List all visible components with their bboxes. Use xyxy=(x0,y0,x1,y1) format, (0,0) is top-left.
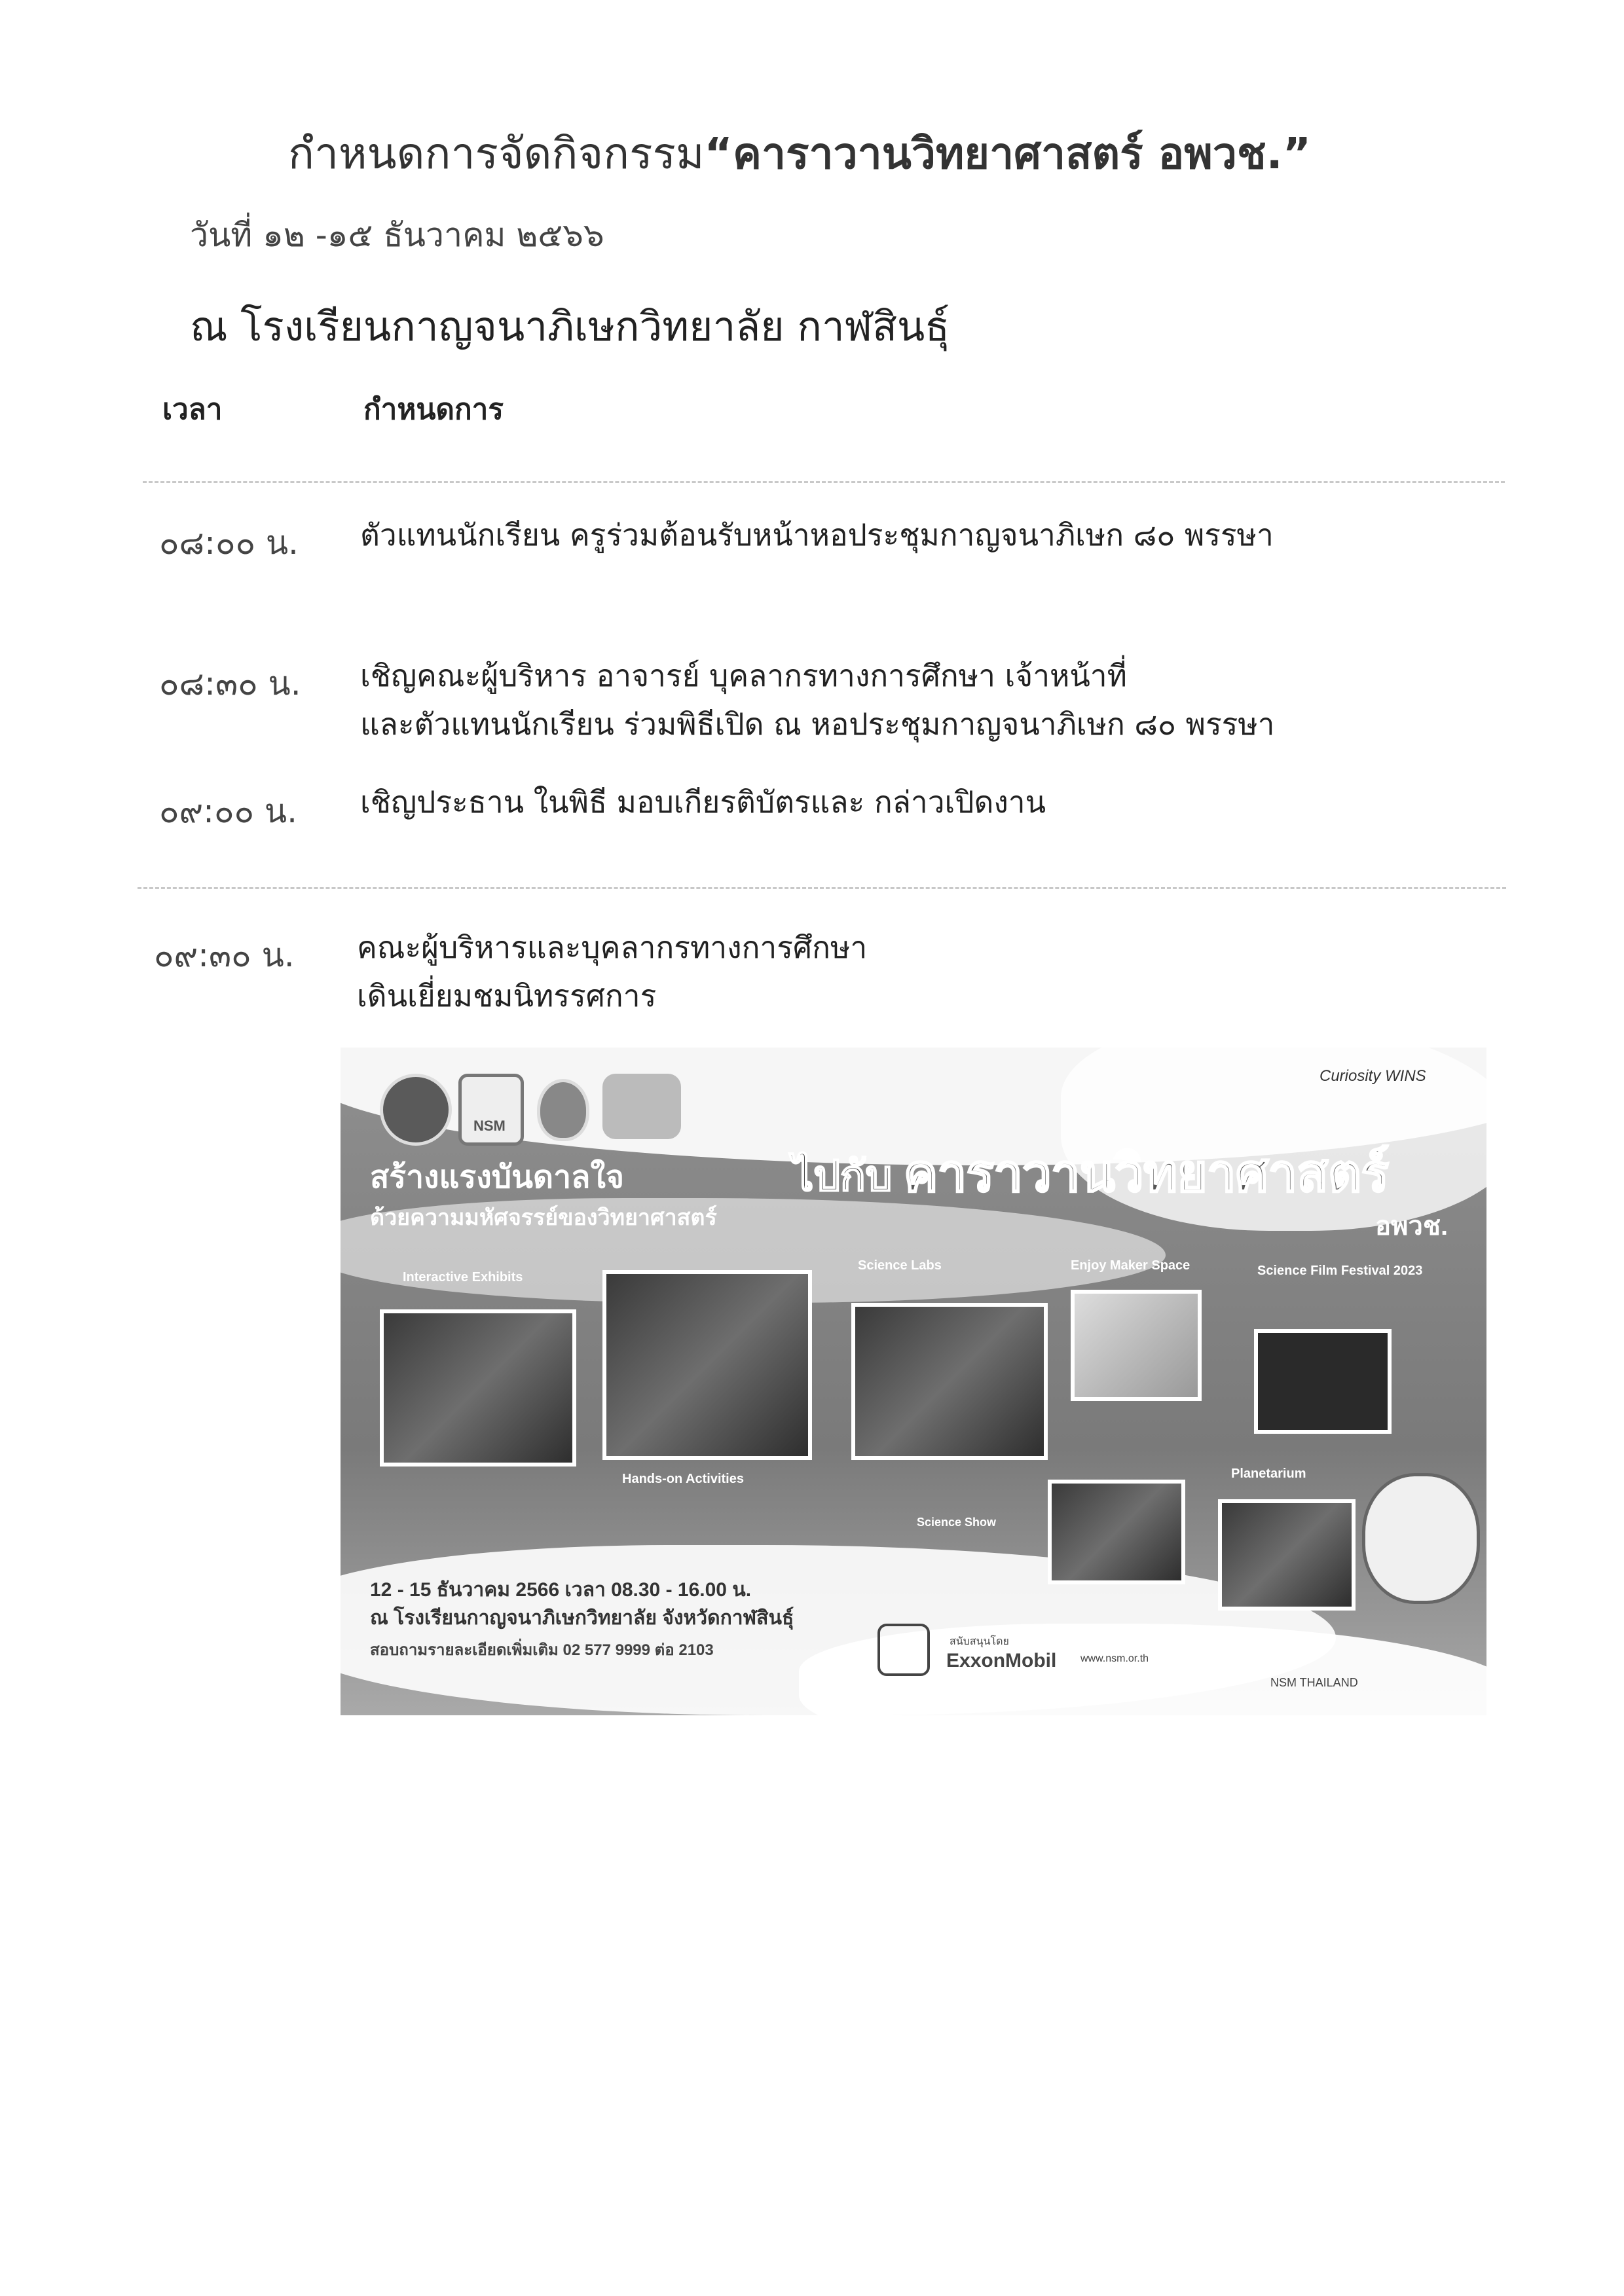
curiosity-tagline: Curiosity WINS xyxy=(1320,1067,1426,1085)
nsm-logo-icon: NSM xyxy=(458,1074,524,1146)
schedule-item xyxy=(360,778,1046,826)
divider xyxy=(138,887,1506,889)
science-labs-photo xyxy=(851,1303,1048,1460)
event-venue: ณ โรงเรียนกาญจนาภิเษกวิทยาลัย กาฬสินธุ์ xyxy=(190,302,950,350)
document-title xyxy=(288,119,1311,188)
schedule-line: คณะผู้บริหารและบุคลากรทางการศึกษา xyxy=(357,930,868,965)
ministry-seal-icon xyxy=(380,1074,452,1146)
schedule-item xyxy=(360,511,1274,559)
activity-show-label: Science Show xyxy=(917,1516,997,1529)
caravan-mascot-logo-icon xyxy=(602,1074,681,1139)
schedule-item xyxy=(360,651,1275,748)
poster-venue: ณ โรงเรียนกาญจนาภิเษกวิทยาลัย จังหวัดกาฬสินธุ์ xyxy=(370,1607,794,1629)
caravan-poster xyxy=(341,1048,1486,1715)
activity-film-label: Science Film Festival 2023 xyxy=(1257,1264,1423,1278)
schedule-line: เชิญประธาน ในพิธี มอบเกียรติบัตรและ กล่าวเปิดงาน xyxy=(360,784,1046,820)
schedule-time: ๐๘:๐๐ น. xyxy=(159,524,299,562)
planetarium-photo xyxy=(1218,1499,1356,1611)
activity-hands-on-label: Hands-on Activities xyxy=(622,1472,744,1486)
caravan-bus-icon xyxy=(877,1624,930,1676)
schedule-time: ๐๙:๐๐ น. xyxy=(159,792,297,830)
poster-headline-2: ด้วยความมหัศจรรย์ของวิทยาศาสตร์ xyxy=(370,1205,717,1230)
event-date: วันที่ ๑๒ -๑๕ ธันวาคม ๒๕๖๖ xyxy=(190,216,604,254)
website-label: www.nsm.or.th xyxy=(1080,1653,1149,1664)
divider xyxy=(143,481,1505,483)
drop-logo-icon xyxy=(537,1079,589,1141)
title-prefix: กำหนดการจัดกิจกรรม xyxy=(288,128,705,179)
nsm-thailand-label: NSM THAILAND xyxy=(1270,1676,1358,1689)
science-show-photo xyxy=(1048,1480,1185,1584)
activity-maker-label: Enjoy Maker Space xyxy=(1071,1258,1190,1273)
schedule-time: ๐๙:๓๐ น. xyxy=(154,936,295,974)
schedule-time: ๐๘:๓๐ น. xyxy=(159,665,301,702)
schedule-line: ตัวแทนนักเรียน ครูร่วมต้อนรับหน้าหอประชุมกาญจนาภิเษก ๘๐ พรรษา xyxy=(360,517,1274,553)
activity-planetarium-label: Planetarium xyxy=(1231,1467,1306,1481)
schedule-line: เชิญคณะผู้บริหาร อาจารย์ บุคลากรทางการศึกษา เจ้าหน้าที่ xyxy=(360,658,1127,693)
hands-on-photo xyxy=(602,1270,812,1460)
poster-contact: สอบถามรายละเอียดเพิ่มเติม 02 577 9999 ต่อ 2103 xyxy=(370,1641,714,1659)
sponsor-logo: ExxonMobil xyxy=(946,1650,1057,1671)
activity-interactive-label: Interactive Exhibits xyxy=(403,1270,523,1285)
sponsor-label: สนับสนุนโดย xyxy=(950,1636,1009,1647)
schedule-line: เดินเยี่ยมชมนิทรรศการ xyxy=(357,978,657,1013)
org-label: อพวช. xyxy=(1375,1212,1449,1241)
activity-labs-label: Science Labs xyxy=(858,1258,942,1273)
film-festival-photo xyxy=(1254,1329,1392,1434)
title-event-name: “คาราวานวิทยาศาสตร์ อพวช.” xyxy=(704,128,1312,179)
poster-headline-1: สร้างแรงบันดาลใจ xyxy=(370,1160,625,1195)
schedule-item xyxy=(357,923,867,1020)
schedule-line: และตัวแทนนักเรียน ร่วมพิธีเปิด ณ หอประชุมกาญจนาภิเษก ๘๐ พรรษา xyxy=(360,706,1275,742)
poster-event-dates: 12 - 15 ธันวาคม 2566 เวลา 08.30 - 16.00 น. xyxy=(370,1579,752,1601)
maker-space-photo xyxy=(1071,1290,1202,1401)
interactive-exhibits-photo xyxy=(380,1309,576,1467)
caravan-title: คาราวานวิทยาศาสตร์ xyxy=(904,1144,1389,1202)
column-header-schedule: กำหนดการ xyxy=(363,393,504,426)
mascot-icon xyxy=(1362,1473,1480,1604)
go-with-text: ไปกับ xyxy=(792,1152,893,1199)
column-header-time: เวลา xyxy=(162,393,223,426)
